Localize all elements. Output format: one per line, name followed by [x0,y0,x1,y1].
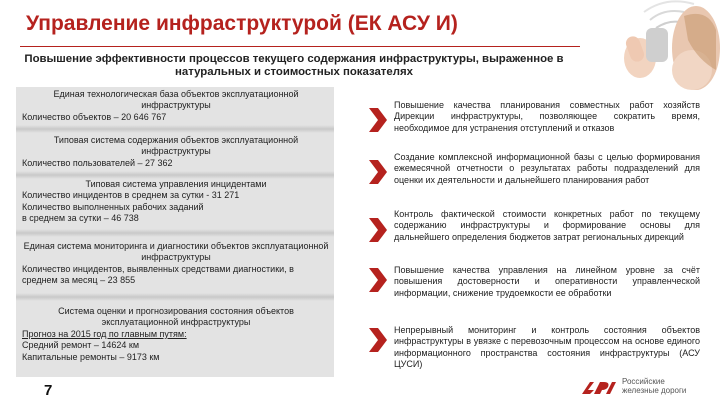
benefit-item: Повышение качества планирования совместных работ хозяйств Дирекции инфраструктуры, позволяющее сократить время, необходимое для устранения отступлений и отказов [394,100,700,133]
block-divider [16,171,334,179]
block-divider [16,125,334,133]
rzd-logo-icon [580,378,618,398]
title-underline [20,46,580,47]
system-metric: в среднем за сутки – 46 738 [22,213,139,224]
logo-text-line: Российские [622,377,665,386]
block-divider [16,293,334,301]
system-metric: Средний ремонт – 14624 км [22,340,140,351]
system-title: Система оценки и прогнозирования состояния объектов эксплуатационной инфраструктуры [58,306,294,328]
system-block-incidents [22,179,330,225]
benefit-item: Создание комплексной информационной базы с целью формирования ежемесячной отчетности о результатах работы подразделений для оценки их деятельности и дальнейшего планирования работ [394,152,700,185]
system-block-maintenance [22,135,330,169]
system-title: Единая технологическая база объектов эксплуатационной инфраструктуры [53,89,299,111]
block-divider [16,229,334,237]
benefit-item: Повышение качества управления на линейном уровне за счёт повышения достоверности и оперативности управленческой информации, снижение трудоемкости ее обработки [394,265,700,298]
system-metric: Количество инцидентов в среднем за сутки - 31 271 [22,190,240,201]
forecast-heading: Прогноз на 2015 год по главным путям: [22,328,187,339]
chevron-right-icon [369,268,389,292]
system-block-monitoring [22,241,330,287]
logo-text [622,377,686,395]
system-metric: Количество пользователей – 27 362 [22,157,173,168]
system-title: Типовая система управления инцидентами [85,179,267,189]
chevron-right-icon [369,108,389,132]
system-metric: Капитальные ремонты – 9173 км [22,351,160,362]
page-title: Управление инфраструктурой (ЕК АСУ И) [26,12,458,35]
chevron-right-icon [369,218,389,242]
hand-signal-photo [588,0,720,90]
logo-text-line: железные дороги [622,386,687,395]
system-block-forecast [22,306,330,363]
benefit-item: Непрерывный мониторинг и контроль состояния объектов инфраструктуры в увязке с перевозочным процессом на основе единого информационного пространства состояния инфраструктуры (АСУ ЦУСИ) [394,325,700,370]
chevron-right-icon [369,160,389,184]
systems-panel [16,87,334,377]
page-number: 7 [44,382,53,399]
company-logo [580,376,710,400]
system-block-tech-base [22,89,330,123]
system-metric: Количество объектов – 20 646 767 [22,111,167,122]
page-subtitle: Повышение эффективности процессов текущего содержания инфраструктуры, выраженное в натуральных и стоимостных показателях [24,53,564,78]
chevron-right-icon [369,328,389,352]
system-title: Единая система мониторинга и диагностики объектов эксплуатационной инфраструктуры [23,241,329,263]
system-metric: Количество инцидентов, выявленных средствами диагностики, в среднем за месяц – 23 855 [22,263,294,286]
system-title: Типовая система содержания объектов эксплуатационной инфраструктуры [53,135,299,157]
benefit-item: Контроль фактической стоимости конкретных работ по текущему содержанию инфраструктуры и формирование основы для дальнейшего определения бюджетов затрат региональных дирекций [394,209,700,242]
system-metric: Количество выполненных рабочих заданий [22,201,204,212]
